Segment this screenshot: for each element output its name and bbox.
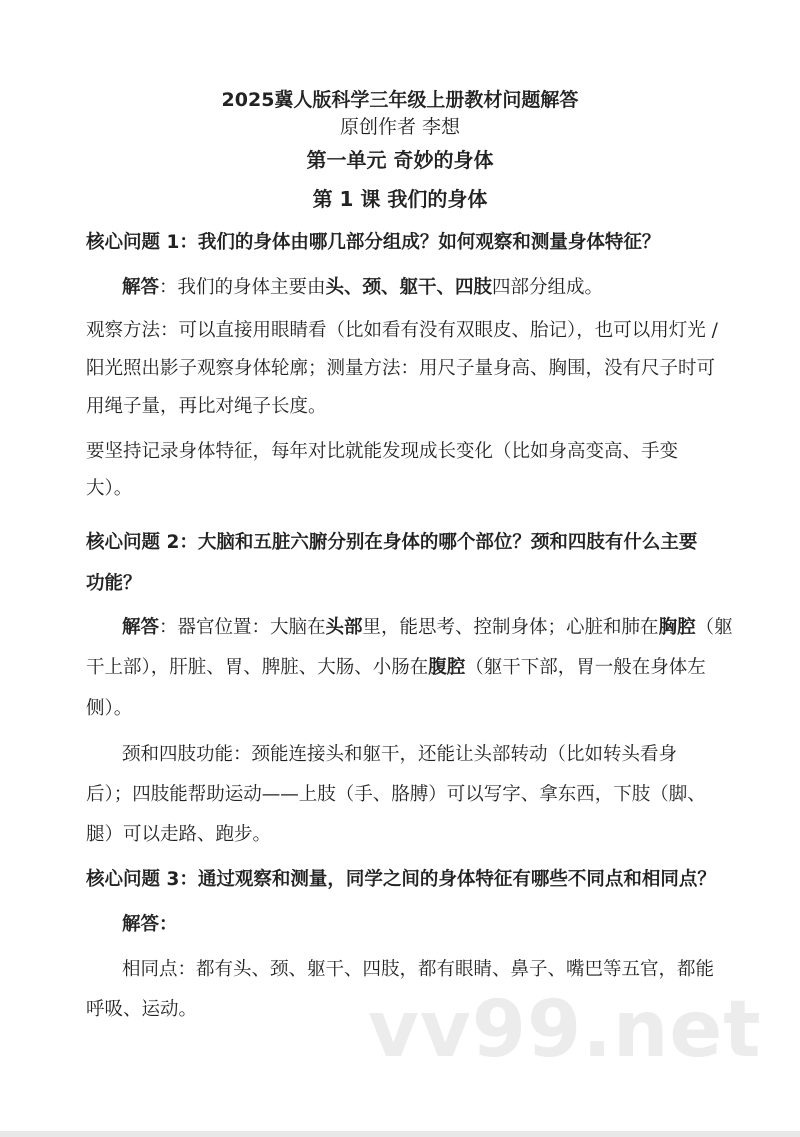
paragraph-line [86, 656, 706, 680]
unit-heading: 第一单元 奇妙的身体 [306, 148, 494, 172]
q-text: 我们的身体由哪几部分组成？如何观察和测量身体特征？ [197, 232, 661, 253]
paragraph-line: 侧）。 [86, 698, 133, 719]
answer-text: 四部分组成。 [492, 277, 604, 298]
answer-bold: 头、颈、躯干、四肢 [325, 277, 493, 298]
answer-label: 解答 [122, 277, 160, 298]
author-line: 原创作者 李想 [339, 116, 461, 138]
answer-text: 干上部），肝脏、胃、脾脏、大肠、小肠在 [86, 657, 429, 678]
doc-title: 2025冀人版科学三年级上册教材问题解答 [221, 89, 579, 111]
q-label: 核心问题 1： [86, 232, 198, 253]
answer-text: ：我们的身体主要由 [159, 277, 326, 298]
answer-bold: 胸腔 [658, 617, 696, 638]
paragraph-line: 阳光照出影子观察身体轮廓；测量方法：用尺子量身高、胸围，没有尺子时可 [86, 358, 716, 379]
question-3 [86, 868, 716, 892]
answer-3-label: 解答： [122, 914, 178, 935]
paragraph-line: 要坚持记录身体特征，每年对比就能发现成长变化（比如身高变高、手变 [86, 441, 679, 462]
answer-label: 解答 [122, 617, 160, 638]
watermark: vv99.net [368, 985, 762, 1075]
answer-text: （躯 [695, 617, 733, 638]
question-2-cont: 功能？ [86, 573, 142, 594]
paragraph-line: 用绳子量，再比对绳子长度。 [86, 396, 327, 417]
lesson-heading: 第 1 课 我们的身体 [312, 187, 488, 211]
answer-2 [122, 616, 733, 640]
paragraph-line: 相同点：都有头、颈、躯干、四肢，都有眼睛、鼻子、嘴巴等五官，都能 [122, 959, 715, 980]
paragraph-line: 大）。 [86, 478, 133, 499]
q-text: 大脑和五脏六腑分别在身体的哪个部位？颈和四肢有什么主要 [197, 532, 698, 553]
q-text: 通过观察和测量，同学之间的身体特征有哪些不同点和相同点？ [197, 869, 716, 890]
q-label: 核心问题 2： [86, 532, 198, 553]
paragraph-line: 腿）可以走路、跑步。 [86, 824, 272, 845]
answer-text: （躯干下部，胃一般在身体左 [465, 657, 706, 678]
answer-bold: 头部 [325, 617, 363, 638]
page-edge [0, 1131, 800, 1137]
q-label: 核心问题 3： [86, 869, 198, 890]
question-1 [86, 231, 660, 255]
answer-bold: 腹腔 [428, 657, 466, 678]
paragraph-line: 观察方法：可以直接用眼睛看（比如看有没有双眼皮、胎记），也可以用灯光 / [86, 320, 718, 341]
paragraph-line: 颈和四肢功能：颈能连接头和躯干，还能让头部转动（比如转头看身 [122, 744, 678, 765]
answer-text: 里，能思考、控制身体；心脏和肺在 [362, 617, 659, 638]
answer-1 [122, 276, 603, 300]
paragraph-line: 呼吸、运动。 [86, 999, 198, 1020]
answer-text: ：器官位置：大脑在 [159, 617, 326, 638]
question-2 [86, 531, 697, 555]
paragraph-line: 后）；四肢能帮助运动——上肢（手、胳膊）可以写字、拿东西，下肢（脚、 [86, 784, 706, 805]
